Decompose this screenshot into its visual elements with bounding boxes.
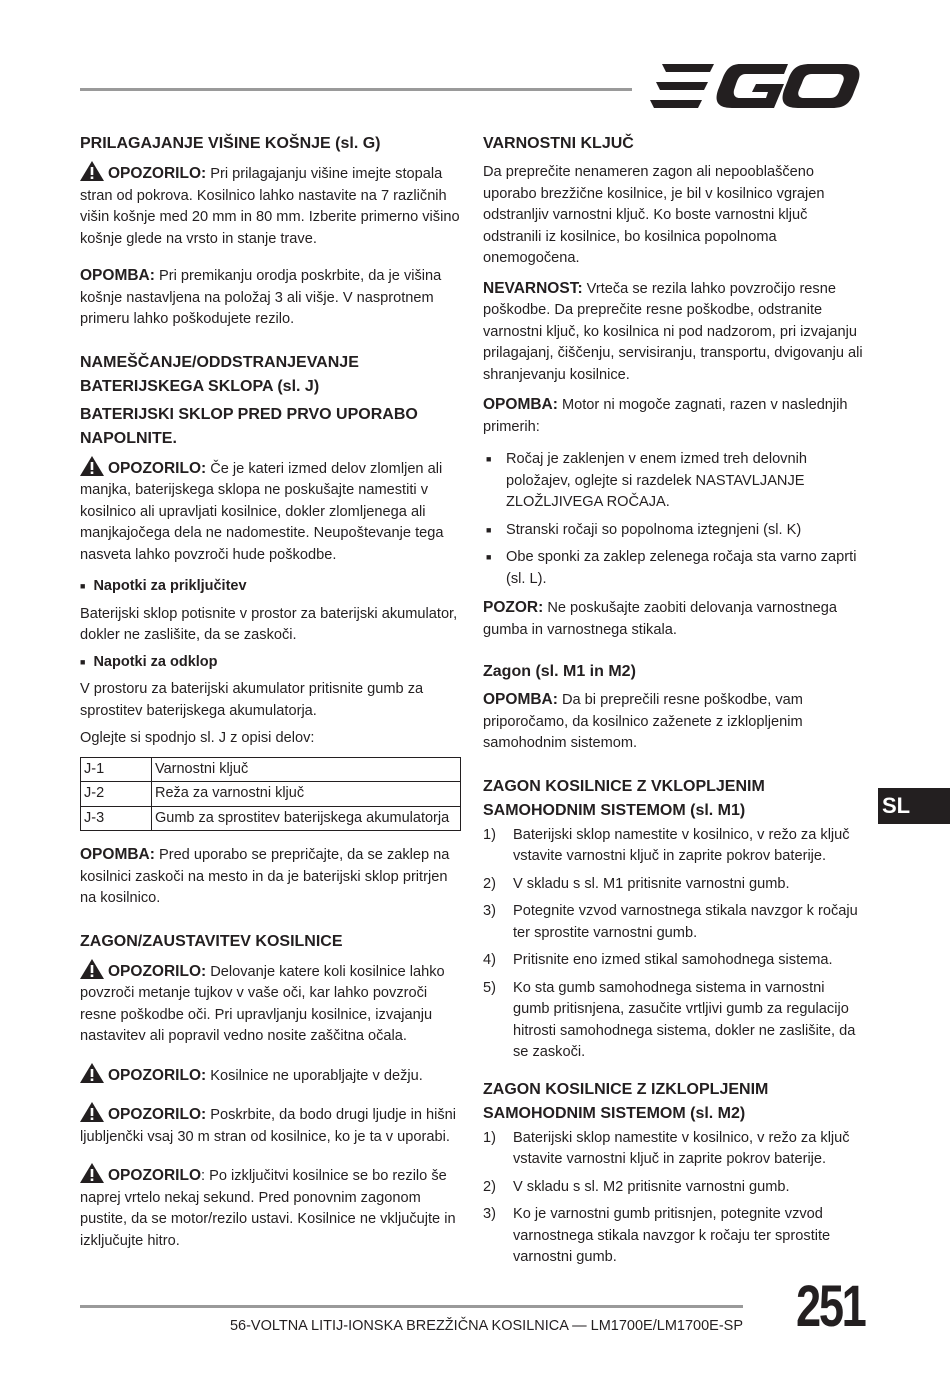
list-item: ■ Ročaj je zaklenjen v enem izmed treh delovnih položajev, oglejte si razdelek NASTAVLJANJE ZLOŽLJIVEGA ROČAJA. bbox=[483, 449, 865, 514]
ego-logo bbox=[648, 62, 860, 112]
note-start: OPOMBA: Da bi preprečili resne poškodbe, vam priporočamo, da kosilnico zaženete z izklopljenim samohodnim sistemom. bbox=[483, 691, 803, 751]
header-rule bbox=[80, 88, 632, 91]
list-item: 3) Ko je varnostni gumb pritisnjen, potegnite vzvod varnostnega stikala navzgor k ročaju ter sprostite varnostni gumb. bbox=[483, 1206, 831, 1265]
steps-on-list bbox=[483, 825, 865, 1064]
disconnect-text: V prostoru za baterijski akumulator pritisnite gumb za sprostitev baterijskega akumulatorja. bbox=[80, 681, 424, 719]
list-item: 4) Pritisnite eno izmed stikal samohodnega sistema. bbox=[483, 952, 833, 968]
section-title-selfpropel-off: ZAGON KOSILNICE Z IZKLOPLJENIM SAMOHODNIM SISTEMOM (sl. M2) bbox=[483, 1080, 769, 1122]
connect-text: Baterijski sklop potisnite v prostor za baterijski akumulator, dokler ne zaslišite, da se zaskoči. bbox=[80, 605, 458, 643]
warning-distance: OPOZORILO: Poskrbite, da bodo drugi ljudje in hišni ljubljenčki vsaj 30 m stran od kosilnice, ko je ta v uporabi. bbox=[80, 1102, 460, 1148]
parts-table bbox=[80, 757, 461, 832]
warning-icon bbox=[80, 456, 104, 476]
caution-text: POZOR: Ne poskušajte zaobiti delovanja varnostnega gumba in varnostnega stikala. bbox=[483, 599, 837, 638]
warning-battery: OPOZORILO: Če je kateri izmed delov zlomljen ali manjka, baterijskega sklopa ne poskušajte namestiti v kosilnico ali upravljati kosilnice, dokler zlomljenega ali manjkajočega dela ne nadomestite. Neupoštevanje tega nasveta lahko povzroči hude poškodbe. bbox=[80, 456, 460, 567]
square-bullet-icon: ■ bbox=[486, 524, 492, 535]
section-title-height: PRILAGAJANJE VIŠINE KOŠNJE (sl. G) bbox=[80, 135, 381, 152]
note-height: OPOMBA: Pri premikanju orodja poskrbite, da je višina košnje nastavljena na položaj 3 ali višje. V nasprotnem primeru lahko poškodujete rezilo. bbox=[80, 267, 442, 327]
table-row: J-1 Varnostni ključ bbox=[81, 757, 461, 782]
battery-charge-heading: BATERIJSKI SKLOP PRED PRVO UPORABO NAPOLNITE. bbox=[80, 405, 418, 447]
section-title-start-stop: ZAGON/ZAUSTAVITEV KOSILNICE bbox=[80, 932, 343, 950]
steps-off-list bbox=[483, 1128, 865, 1269]
section-title-safety-key: VARNOSTNI KLJUČ bbox=[483, 135, 634, 152]
square-bullet-icon: ■ bbox=[80, 656, 86, 667]
conditions-list bbox=[483, 449, 865, 590]
danger-text: NEVARNOST: Vrteča se rezila lahko povzročijo resne poškodbe. Da preprečite resne poškodbe, odstranite varnostni ključ, ko kosilnica ni pod nadzorom, pri izvajanju prilagajanj, čiščenju, servisiranju, transportu, dvigovanju ali shranjevanju kosilnice. bbox=[483, 279, 863, 383]
section-title-selfpropel-on: ZAGON KOSILNICE Z VKLOPLJENIM SAMOHODNIM SISTEMOM (sl. M1) bbox=[483, 777, 765, 819]
warning-icon bbox=[80, 1063, 104, 1083]
warning-icon bbox=[80, 161, 104, 181]
list-item: 1) Baterijski sklop namestite v kosilnico, v režo za ključ vstavite varnostni ključ in zaprite pokrov baterije. bbox=[483, 1129, 850, 1167]
warning-blade: OPOZORILO: Po izključitvi kosilnice se bo rezilo še naprej vrtelo nekaj sekund. Pred ponovnim zagonom pustite, da se motor/rezilo ustavi. Kosilnice ne vključujte in izključujte hitro. bbox=[80, 1163, 460, 1252]
see-figure-text: Oglejte si spodnjo sl. J z opisi delov: bbox=[80, 730, 315, 746]
warning-icon bbox=[80, 1102, 104, 1122]
right-column bbox=[483, 130, 865, 1269]
list-item: 3) Potegnite vzvod varnostnega stikala navzgor k ročaju ter sprostite varnostni gumb. bbox=[483, 903, 858, 941]
left-column bbox=[80, 130, 460, 1252]
warning-icon bbox=[80, 959, 104, 979]
table-row: J-3 Gumb za sprostitev baterijskega akumulatorja bbox=[81, 806, 461, 831]
list-item: 5) Ko sta gumb samohodnega sistema in varnostni gumb pritisnjena, zasučite vrtljivi gumb za regulacijo hitrosti samohodnega sistema, dokler ne zaslišite, da se zaskoči. bbox=[483, 979, 856, 1060]
list-item: ■ Obe sponki za zaklep zelenega ročaja sta varno zaprti (sl. L). bbox=[483, 547, 865, 590]
connect-heading: ■ Napotki za priključitev bbox=[80, 576, 460, 598]
footer-rule bbox=[80, 1305, 743, 1308]
footer-title: 56-VOLTNA LITIJ-IONSKA BREZŽIČNA KOSILNICA — LM1700E/LM1700E-SP bbox=[229, 1318, 743, 1334]
square-bullet-icon: ■ bbox=[486, 552, 492, 562]
warning-eyes: OPOZORILO: Delovanje katere koli kosilnice lahko povzroči metanje tujkov v vaše oči, kar lahko povzroči resne poškodbe oči. Pri upravljanju kosilnice, izvajanju nastavitev ali popravil vedno nosite zaščitna očala. bbox=[80, 959, 460, 1048]
note-battery: OPOMBA: Pred uporabo se prepričajte, da se zaklep na kosilnici zaskoči na mesto in da je baterijski sklop pritrjen na kosilnico. bbox=[80, 846, 450, 906]
note-motor: OPOMBA: Motor ni mogoče zagnati, razen v naslednjih primerih: bbox=[483, 396, 848, 435]
list-item: 2) V skladu s sl. M2 pritisnite varnostni gumb. bbox=[483, 1178, 790, 1195]
square-bullet-icon: ■ bbox=[80, 581, 86, 591]
table-row: J-2 Reža za varnostni ključ bbox=[81, 782, 461, 807]
list-item: 2) V skladu s sl. M1 pritisnite varnostni gumb. bbox=[483, 875, 790, 892]
page-number: 251 bbox=[796, 1274, 865, 1339]
language-tab: SL bbox=[878, 788, 950, 824]
warning-height: OPOZORILO: Pri prilagajanju višine imejte stopala stran od pokrova. Kosilnico lahko nastavite na 7 različnih višin košnje med 20 mm in 80 mm. Izberite primerno višino košnje glede na vrsto in stanje trave. bbox=[80, 161, 460, 250]
section-title-start: Zagon (sl. M1 in M2) bbox=[483, 663, 636, 680]
list-item: ■ Stranski ročaji so popolnoma iztegnjeni (sl. K) bbox=[483, 520, 865, 542]
square-bullet-icon: ■ bbox=[486, 454, 492, 464]
list-item: 1) Baterijski sklop namestite v kosilnico, v režo za ključ vstavite varnostni ključ in zaprite pokrov baterije. bbox=[483, 826, 850, 864]
disconnect-heading: ■ Napotki za odklop bbox=[80, 652, 460, 674]
warning-rain: OPOZORILO: Kosilnice ne uporabljajte v dežju. bbox=[80, 1063, 460, 1088]
safety-key-text: Da preprečite nenameren zagon ali nepooblaščeno uporabo brezžične kosilnice, je bil v kosilnico vgrajen odstranljiv varnostni ključ. Ko boste varnostni ključ odstranili iz kosilnice, bo kosilnica popolnoma onemogočena. bbox=[483, 164, 825, 266]
section-title-battery: NAMEŠČANJE/ODDSTRANJEVANJE BATERIJSKEGA SKLOPA (sl. J) bbox=[80, 353, 359, 395]
warning-icon bbox=[80, 1163, 104, 1183]
